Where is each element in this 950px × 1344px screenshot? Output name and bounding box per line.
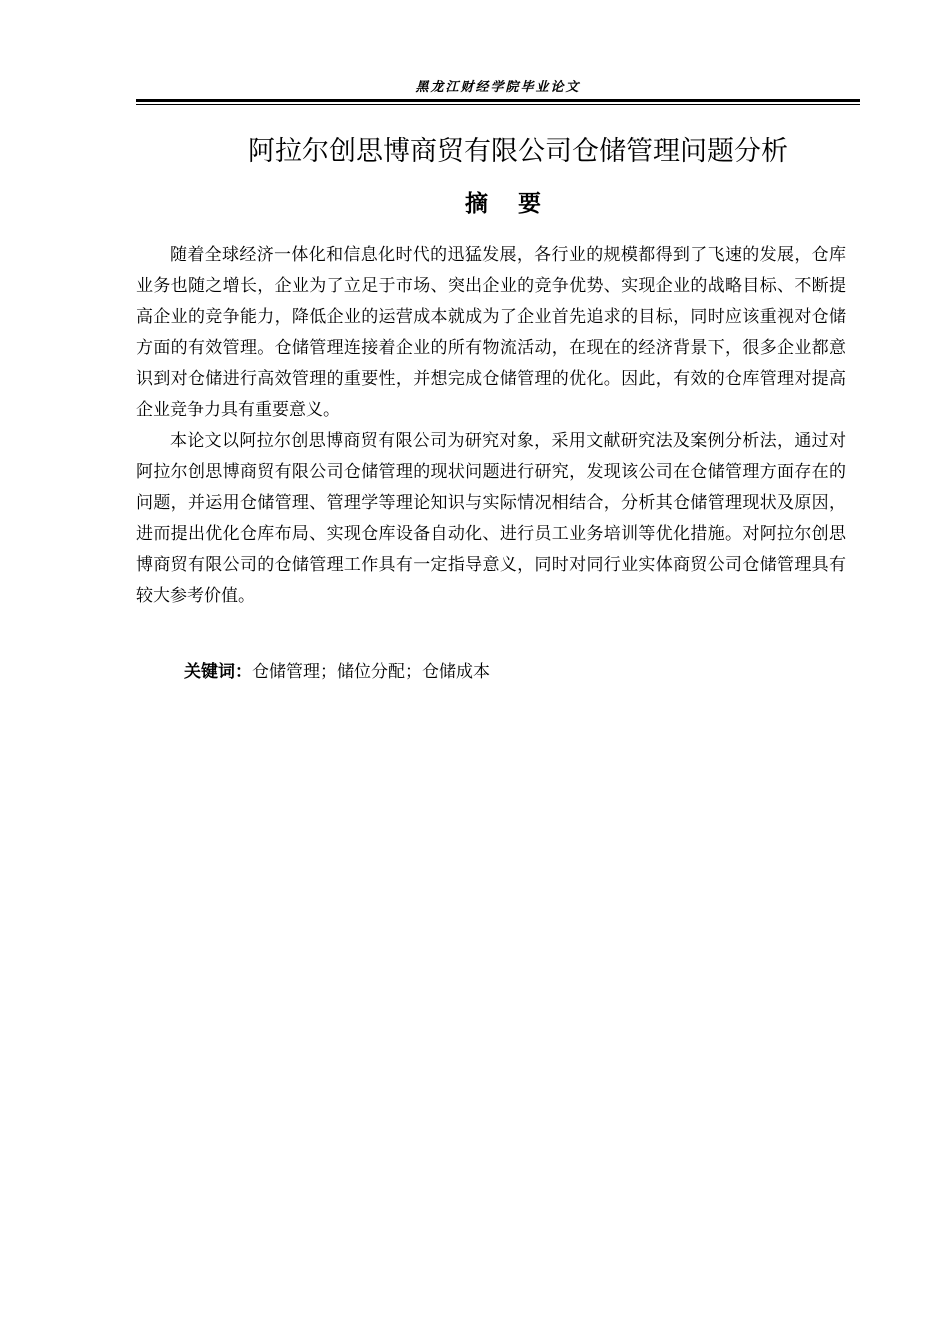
abstract-heading: 摘要 bbox=[465, 191, 571, 217]
keywords-line bbox=[184, 657, 490, 687]
abstract-paragraph-2: 本论文以阿拉尔创思博商贸有限公司为研究对象，采用文献研究法及案例分析法，通过对阿拉尔创思博商贸有限公司仓储管理的现状问题进行研究，发现该公司在仓储管理方面存在的问题，并运用仓储管理、管理学等理论知识与实际情况相结合，分析其仓储管理现状及原因，进而提出优化仓库布局、实现仓库设备自动化、进行员工业务培训等优化措施。对阿拉尔创思博商贸有限公司的仓储管理工作具有一定指导意义，同时对同行业实体商贸公司仓储管理具有较大参考价值。 bbox=[136, 431, 846, 606]
running-header: 黑龙江财经学院毕业论文 bbox=[415, 80, 581, 95]
abstract-paragraph-1: 随着全球经济一体化和信息化时代的迅猛发展，各行业的规模都得到了飞速的发展，仓库业务也随之增长，企业为了立足于市场、突出企业的竞争优势、实现企业的战略目标、不断提高企业的竞争能力，降低企业的运营成本就成为了企业首先追求的目标，同时应该重视对仓储方面的有效管理。仓储管理连接着企业的所有物流活动，在现在的经济背景下，很多企业都意识到对仓储进行高效管理的重要性，并想完成仓储管理的优化。因此，有效的仓库管理对提高企业竞争力具有重要意义。 bbox=[136, 245, 846, 420]
paper-title: 阿拉尔创思博商贸有限公司仓储管理问题分析 bbox=[248, 136, 788, 167]
header-rule-thick bbox=[136, 99, 860, 102]
header-rule-thin bbox=[136, 104, 860, 105]
abstract-body bbox=[136, 240, 846, 612]
keywords-value: 仓储管理；储位分配；仓储成本 bbox=[252, 662, 490, 682]
keywords-label: 关键词： bbox=[184, 662, 252, 682]
